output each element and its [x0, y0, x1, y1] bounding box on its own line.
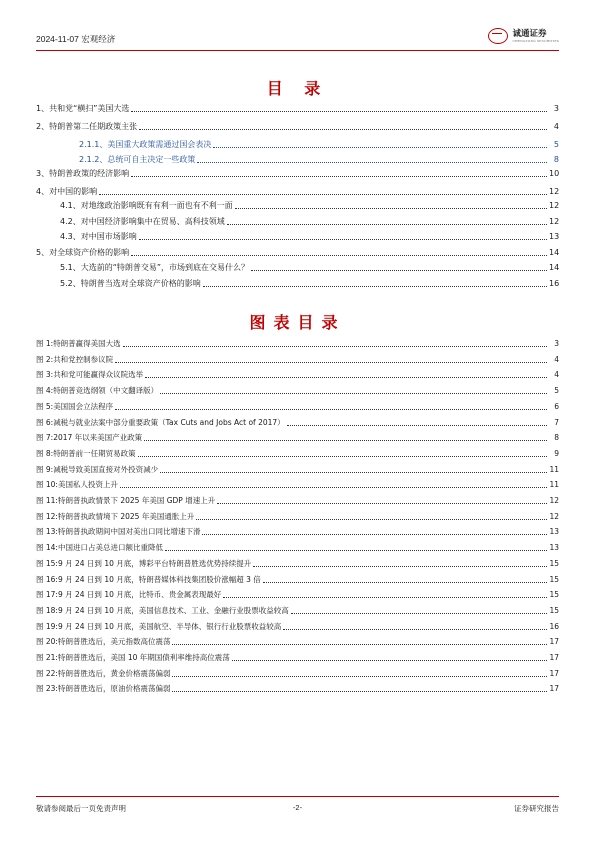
entry-number: 4、 [36, 187, 50, 196]
entry-number: 4.2、 [60, 217, 81, 226]
toc-entry[interactable] [36, 153, 559, 165]
entry-title[interactable]: 特朗普胜选后，黄金价格震荡偏弱 [57, 668, 171, 678]
entry-page[interactable]: 10 [549, 169, 560, 178]
dot-leader [235, 207, 547, 209]
dot-leader [131, 110, 547, 112]
entry-number: 图 19: [36, 621, 58, 631]
entry-page[interactable]: 12 [549, 187, 560, 196]
dot-leader [165, 549, 547, 551]
entry-number: 图 20: [36, 637, 58, 647]
entry-title[interactable]: 特朗普胜选后，美元指数高位震荡 [57, 637, 171, 647]
figure-entry[interactable] [36, 447, 559, 459]
dot-leader [144, 439, 547, 441]
figure-entry[interactable] [36, 353, 559, 365]
entry-title[interactable]: 特朗普第二任期政策主张 [49, 122, 138, 131]
entry-number: 2.1.2、 [79, 155, 108, 164]
toc-title: 目 录 [266, 79, 329, 98]
entry-number: 图 22: [36, 668, 58, 678]
entry-page[interactable]: 8 [554, 433, 559, 443]
entry-number: 2、 [36, 122, 50, 131]
company-logo [488, 24, 559, 48]
entry-page[interactable]: 4 [554, 370, 559, 380]
entry-title[interactable]: 2017 年以来美国产业政策 [53, 433, 143, 443]
entry-number: 5.2、 [60, 279, 81, 288]
figure-entry[interactable] [36, 384, 559, 396]
dot-leader [131, 254, 547, 256]
dot-leader [283, 628, 547, 630]
entry-number: 图 5: [36, 401, 54, 411]
entry-title[interactable]: 9 月 24 日到 10 月底，比特币、贵金属表现最好 [57, 590, 222, 600]
entry-number: 图 17: [36, 590, 58, 600]
entry-title[interactable]: 特朗普执政期间中国对美出口同比增速下滑 [57, 527, 201, 537]
entry-title[interactable]: 中国进口占美总进口额比重降低 [57, 543, 163, 553]
entry-title[interactable]: 对中国市场影响 [80, 232, 137, 241]
dot-leader [99, 193, 547, 195]
entry-page[interactable]: 16 [549, 621, 559, 631]
dot-leader [217, 502, 547, 504]
dot-leader [138, 455, 547, 457]
entry-page[interactable]: 4 [553, 122, 559, 131]
dot-leader [120, 486, 547, 488]
figure-entry[interactable] [36, 557, 559, 569]
entry-number: 图 21: [36, 653, 58, 662]
entry-number: 图 4: [36, 386, 54, 396]
entry-page[interactable]: 3 [553, 104, 559, 113]
page-number: -2- [292, 803, 303, 812]
entry-number: 图 23: [36, 684, 58, 694]
entry-title[interactable]: 特朗普政策的经济影响 [49, 169, 130, 178]
entry-title[interactable]: 美国国会立法程序 [53, 401, 114, 411]
entry-title[interactable]: 减税与就业法案中部分重要政策（Tax Cuts and Jobs Act of 2017） [53, 417, 285, 427]
entry-page[interactable]: 13 [549, 543, 559, 553]
figure-entry[interactable] [36, 416, 559, 428]
entry-number: 图 13: [36, 527, 58, 537]
entry-page[interactable]: 12 [549, 496, 559, 505]
entry-page[interactable]: 14 [549, 248, 560, 257]
report-date-section: 2024-11-07 宏观经济 [36, 34, 116, 44]
figure-entry[interactable] [36, 494, 559, 506]
entry-title[interactable]: 美国私人投资上升 [57, 480, 118, 490]
entry-title[interactable]: 共和党控制参议院 [53, 354, 114, 364]
entry-title[interactable]: 9 月 24 日到 10 月底，博彩平台特朗普胜选优势持续提升 [57, 558, 252, 568]
entry-number: 图 7: [36, 433, 54, 443]
entry-page[interactable]: 16 [549, 279, 560, 288]
figure-entry[interactable] [36, 337, 559, 349]
dot-leader [263, 581, 547, 583]
dot-leader [223, 596, 547, 598]
entry-page[interactable]: 15 [549, 558, 559, 568]
entry-title[interactable]: 特朗普胜选后，美国 10 年期国债利率维持高位震荡 [57, 653, 230, 662]
entry-page[interactable]: 17 [549, 637, 559, 647]
entry-page[interactable]: 7 [554, 417, 559, 427]
dot-leader [203, 285, 547, 287]
entry-page[interactable]: 13 [549, 232, 560, 241]
entry-title[interactable]: 特朗普执政情境下 2025 年美国通胀上升 [57, 511, 195, 521]
entry-title[interactable]: 对中国的影响 [49, 187, 98, 196]
toc-entry[interactable] [36, 246, 559, 258]
figure-entry[interactable] [36, 431, 559, 443]
figure-entry[interactable] [36, 682, 559, 694]
entry-number: 图 2: [36, 354, 54, 364]
toc-entry[interactable] [36, 277, 559, 289]
entry-page[interactable]: 8 [553, 155, 559, 164]
logo-name: 诚通证券 [512, 28, 547, 39]
entry-number: 2.1.1、 [79, 140, 108, 149]
figure-entry[interactable] [36, 525, 559, 537]
dot-leader [139, 128, 547, 130]
toc-entry[interactable] [36, 261, 559, 273]
entry-page[interactable]: 5 [554, 386, 559, 396]
entry-page[interactable]: 11 [549, 480, 559, 490]
entry-title[interactable]: 特朗普胜选后，原油价格震荡偏弱 [57, 684, 171, 694]
report-type: 证券研究报告 [514, 804, 559, 813]
dot-leader [123, 345, 547, 347]
toc-entry[interactable] [36, 215, 559, 227]
figure-entry[interactable] [36, 604, 559, 616]
entry-title[interactable]: 特朗普当选对全球资产价格的影响 [80, 279, 201, 288]
entry-page[interactable]: 13 [549, 527, 559, 537]
logo-subtitle: CHENGTONG SECURITIES [512, 38, 559, 43]
entry-title[interactable]: 特朗普前一任期贸易政策 [53, 448, 136, 458]
entry-page[interactable]: 15 [549, 574, 559, 584]
entry-title[interactable]: 特朗普赢得美国大选 [53, 339, 121, 348]
toc-entry[interactable] [36, 120, 559, 132]
figure-entry[interactable] [36, 651, 559, 663]
entry-page[interactable]: 12 [549, 201, 560, 210]
entry-page[interactable]: 3 [554, 339, 559, 348]
entry-number: 图 16: [36, 574, 58, 584]
dot-leader [227, 223, 547, 225]
figure-entry[interactable] [36, 667, 559, 679]
entry-number: 5、 [36, 248, 50, 257]
figures-title: 图表目录 [249, 313, 346, 332]
entry-number: 3、 [36, 169, 50, 178]
entry-page[interactable]: 5 [553, 140, 559, 149]
entry-page[interactable]: 12 [549, 511, 559, 521]
dot-leader [115, 361, 547, 363]
entry-number: 图 15: [36, 558, 58, 568]
entry-title[interactable]: 共和党“横扫”美国大选 [49, 104, 130, 113]
dot-leader [291, 612, 547, 614]
figure-entry[interactable] [36, 635, 559, 647]
figure-entry[interactable] [36, 478, 559, 490]
entry-page[interactable]: 17 [549, 653, 559, 662]
disclaimer-note: 敬请参阅最后一页免责声明 [36, 804, 126, 813]
entry-title[interactable]: 共和党可能赢得众议院选举 [53, 370, 144, 380]
entry-title[interactable]: 特朗普执政情景下 2025 年美国 GDP 增速上升 [57, 496, 216, 505]
page-footer [36, 796, 559, 813]
entry-number: 4.1、 [60, 201, 81, 210]
dot-leader [172, 690, 547, 692]
toc-entry[interactable] [36, 230, 559, 242]
entry-number: 图 8: [36, 448, 54, 458]
entry-number: 图 10: [36, 480, 58, 490]
page-header [36, 24, 559, 51]
figure-entry[interactable] [36, 620, 559, 632]
entry-title[interactable]: 总统可自主决定一些政策 [107, 155, 196, 164]
toc-entry[interactable] [36, 185, 559, 197]
entry-page[interactable]: 14 [549, 263, 560, 272]
entry-title[interactable]: 特朗普竞选纲领（中文翻译版） [53, 386, 159, 396]
dot-leader [139, 238, 547, 240]
dot-leader [253, 565, 547, 567]
entry-title[interactable]: 对中国经济影响集中在贸易、高科技领域 [80, 217, 225, 226]
entry-title[interactable]: 美国重大政策需通过国会表决 [107, 140, 212, 149]
dot-leader [131, 175, 547, 177]
dot-leader [202, 533, 547, 535]
dot-leader [196, 518, 547, 520]
entry-page[interactable]: 12 [549, 217, 560, 226]
entry-number: 图 12: [36, 511, 58, 521]
toc-entry[interactable] [36, 167, 559, 179]
entry-page[interactable]: 6 [554, 401, 559, 411]
figure-entry[interactable] [36, 541, 559, 553]
figure-entry[interactable] [36, 463, 559, 475]
entry-title[interactable]: 对全球资产价格的影响 [49, 248, 130, 257]
dot-leader [160, 471, 547, 473]
dot-leader [251, 269, 547, 271]
toc-entry[interactable] [36, 138, 559, 150]
figure-entry[interactable] [36, 510, 559, 522]
entry-number: 5.1、 [60, 263, 81, 272]
figure-entry[interactable] [36, 368, 559, 380]
entry-page[interactable]: 11 [549, 464, 559, 474]
entry-page[interactable]: 15 [549, 590, 559, 600]
toc-entry[interactable] [36, 102, 559, 114]
entry-number: 图 3: [36, 370, 54, 380]
entry-title[interactable]: 对地缘政治影响既有有利一面也有不利一面 [80, 201, 233, 210]
entry-title[interactable]: 大选前的“特朗普交易”，市场到底在交易什么？ [80, 263, 250, 272]
dot-leader [213, 146, 547, 148]
dot-leader [160, 392, 547, 394]
entry-number: 图 14: [36, 543, 58, 553]
entry-number: 图 9: [36, 464, 54, 474]
dot-leader [172, 643, 547, 645]
figure-entry[interactable] [36, 400, 559, 412]
entry-page[interactable]: 4 [554, 354, 559, 364]
entry-number: 图 1: [36, 339, 54, 348]
dot-leader [115, 408, 547, 410]
entry-page[interactable]: 9 [554, 448, 559, 458]
entry-title[interactable]: 减税导致美国直接对外投资减少 [53, 464, 159, 474]
dot-leader [172, 675, 547, 677]
entry-page[interactable]: 15 [549, 605, 559, 615]
dot-leader [145, 376, 547, 378]
figure-entry[interactable] [36, 573, 559, 585]
logo-icon [488, 28, 508, 44]
entry-number: 图 11: [36, 496, 58, 505]
entry-number: 1、 [36, 104, 50, 113]
entry-title[interactable]: 9 月 24 日到 10 月底，特朗普媒体科技集团股价涨幅超 3 倍 [57, 574, 261, 584]
entry-title[interactable]: 9 月 24 日到 10 月底，美国信息技术、工业、金融行业股票收益较高 [57, 605, 289, 615]
dot-leader [232, 659, 547, 661]
entry-number: 4.3、 [60, 232, 81, 241]
dot-leader [287, 424, 547, 426]
toc-entry[interactable] [36, 199, 559, 211]
entry-page[interactable]: 17 [549, 668, 559, 678]
entry-number: 图 6: [36, 417, 54, 427]
entry-number: 图 18: [36, 605, 58, 615]
entry-title[interactable]: 9 月 24 日到 10 月底，美国航空、半导体、银行行业股票收益较高 [57, 621, 282, 631]
entry-page[interactable]: 17 [549, 684, 559, 694]
figure-entry[interactable] [36, 588, 559, 600]
dot-leader [197, 161, 547, 163]
